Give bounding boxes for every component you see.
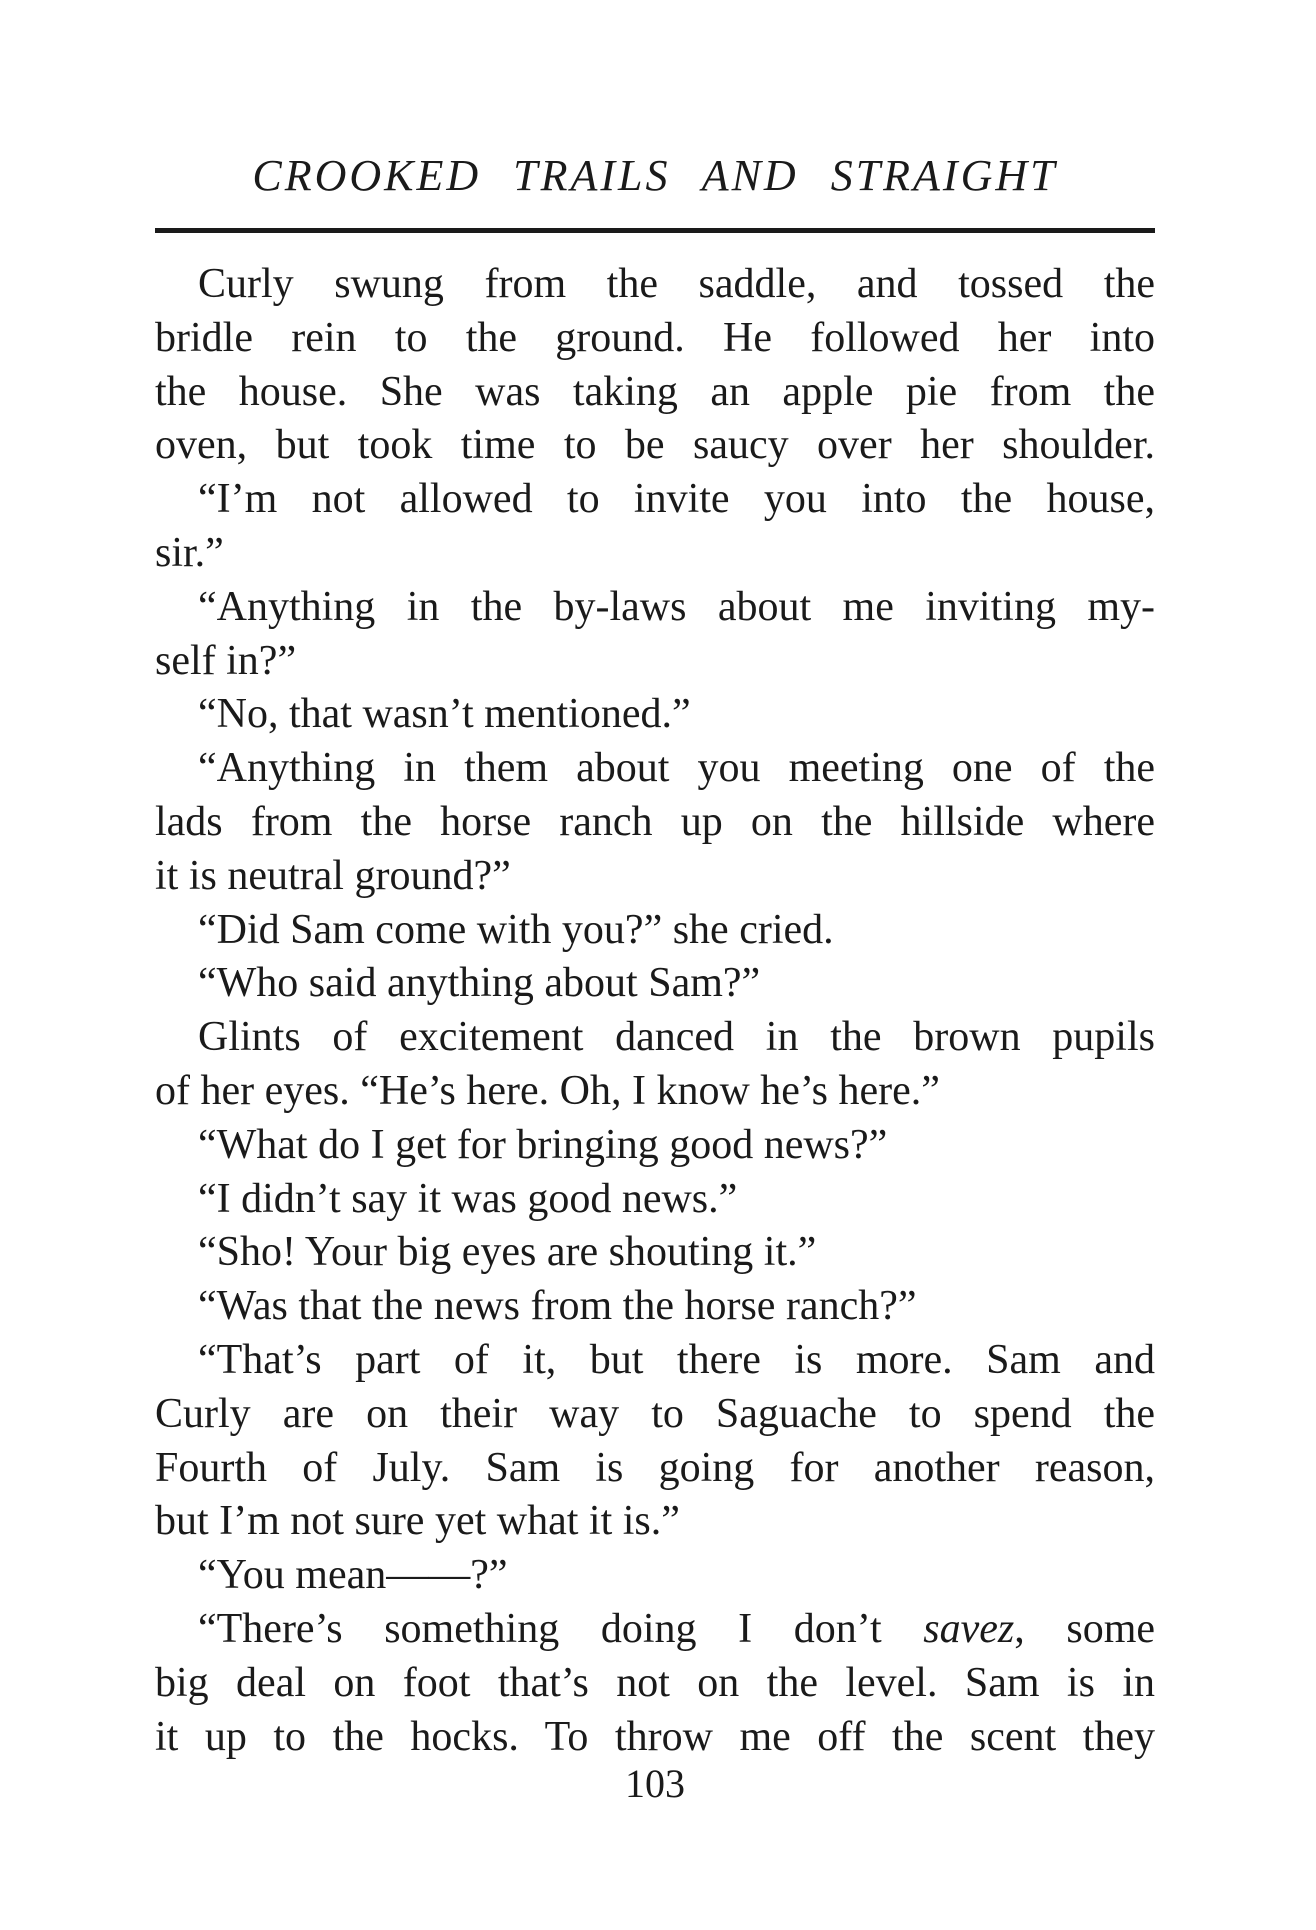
text-line: self in?” bbox=[155, 637, 297, 684]
text-line: “That’s part of it, but there is more. Sam and bbox=[198, 1336, 1155, 1383]
header-rule bbox=[155, 228, 1155, 233]
text-line: “Was that the news from the horse ranch?” bbox=[198, 1283, 917, 1330]
text-line: bridle rein to the ground. He followed her into bbox=[155, 314, 1155, 361]
text-line: of her eyes. “He’s here. Oh, I know he’s here.” bbox=[155, 1067, 940, 1114]
text-line: Glints of excitement danced in the brown pupils bbox=[198, 1014, 1155, 1061]
text-line: “Anything in the by-laws about me inviting my- bbox=[198, 583, 1155, 630]
running-head: CROOKED TRAILS AND STRAIGHT bbox=[252, 151, 1058, 200]
text-line: the house. She was taking an apple pie from the bbox=[155, 368, 1155, 415]
text-line: “What do I get for bringing good news?” bbox=[198, 1121, 888, 1168]
text-line: it up to the hocks. To throw me off the scent they bbox=[155, 1713, 1155, 1760]
text-line: it is neutral ground?” bbox=[155, 852, 511, 899]
text-line: “I’m not allowed to invite you into the house, bbox=[198, 476, 1155, 523]
text-line: “I didn’t say it was good news.” bbox=[198, 1175, 738, 1222]
page-number: 103 bbox=[625, 1761, 685, 1806]
text-line: “No, that wasn’t mentioned.” bbox=[198, 691, 691, 738]
text-line: “You mean——?” bbox=[198, 1552, 508, 1599]
text-line: Curly swung from the saddle, and tossed the bbox=[198, 261, 1155, 307]
text-line: “Sho! Your big eyes are shouting it.” bbox=[198, 1229, 817, 1276]
text-line: “Did Sam come with you?” she cried. bbox=[198, 906, 834, 953]
text-line: lads from the horse ranch up on the hillside where bbox=[155, 798, 1155, 845]
text-line: Fourth of July. Sam is going for another reason, bbox=[155, 1444, 1155, 1491]
text-line: Curly are on their way to Saguache to spend the bbox=[155, 1390, 1155, 1437]
body-text bbox=[155, 258, 1155, 1764]
text-line: “Anything in them about you meeting one of the bbox=[198, 745, 1155, 792]
text-line: big deal on foot that’s not on the level. Sam is in bbox=[155, 1659, 1155, 1706]
text-line: but I’m not sure yet what it is.” bbox=[155, 1498, 680, 1545]
text-line: oven, but took time to be saucy over her shoulder. bbox=[155, 422, 1155, 469]
text-line: “There’s something doing I don’t savez, some bbox=[198, 1605, 1156, 1652]
text-line: sir.” bbox=[155, 529, 224, 576]
text-line: “Who said anything about Sam?” bbox=[198, 960, 761, 1007]
